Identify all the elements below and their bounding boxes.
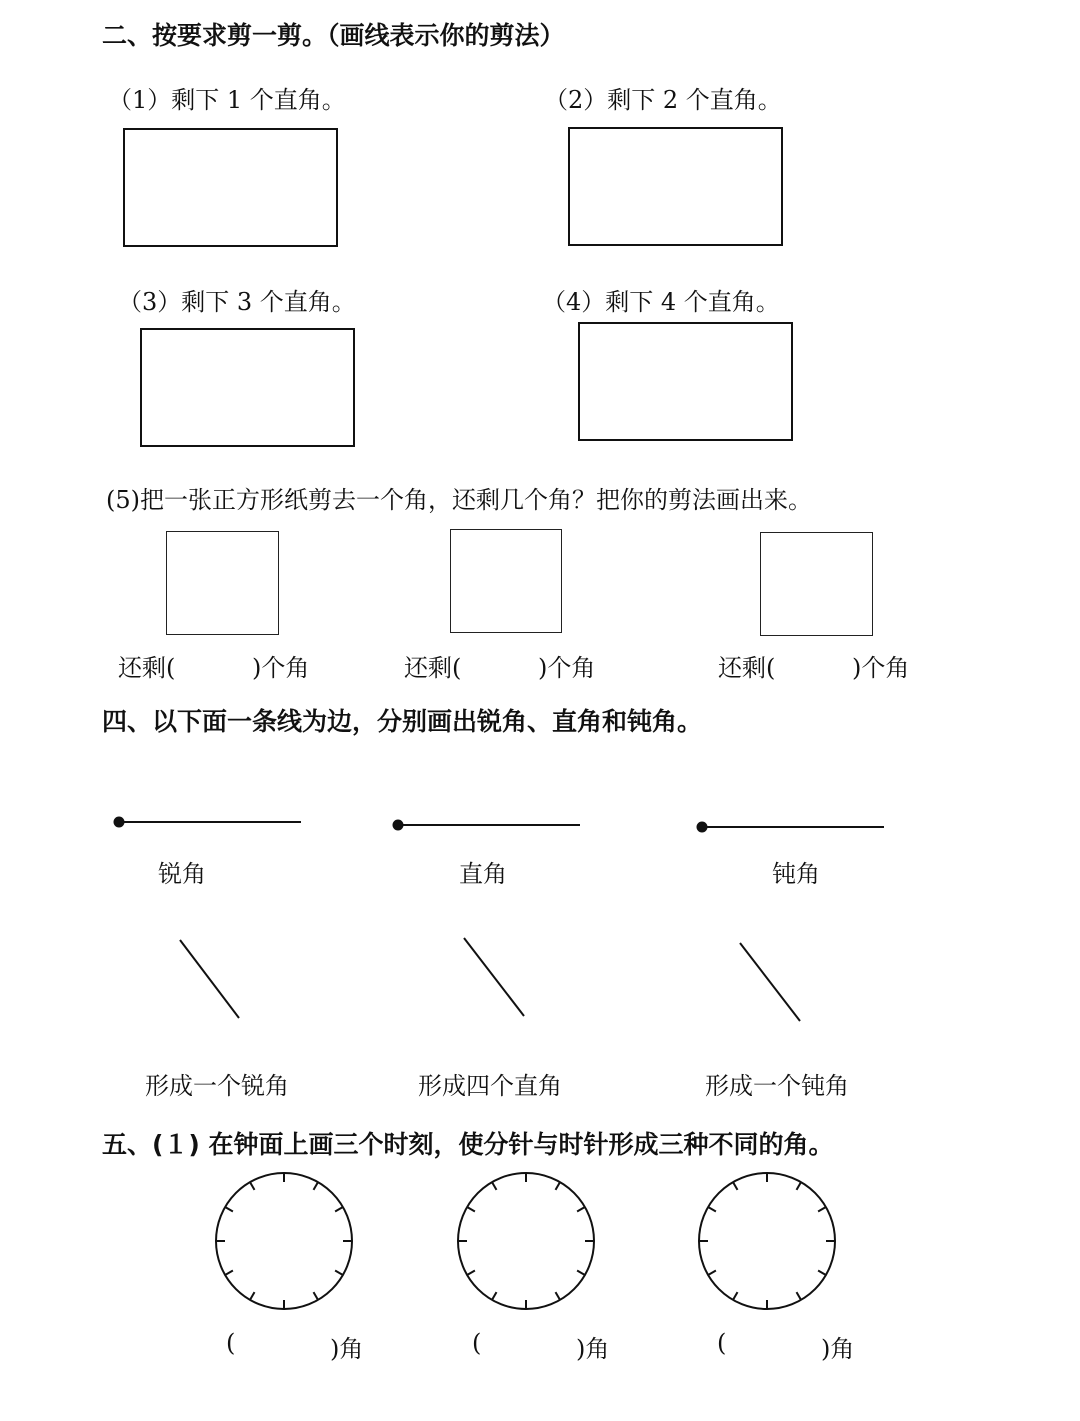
clock-circle bbox=[216, 1173, 352, 1309]
clock-hour-tick bbox=[492, 1292, 497, 1300]
answer-remaining-3-prefix: 还剩( bbox=[718, 654, 776, 682]
question-5-label: (5)把一张正方形纸剪去一个角，还剩几个角？把你的剪法画出来。 bbox=[106, 486, 812, 514]
clock-answer-3-open: ( bbox=[717, 1329, 727, 1357]
clock-hour-tick bbox=[733, 1292, 738, 1300]
item-label-1: （1）剩下 1 个直角。 bbox=[108, 86, 346, 114]
clock-hour-tick bbox=[733, 1182, 738, 1190]
clock-hour-tick bbox=[556, 1182, 561, 1190]
slanted-line-3 bbox=[740, 943, 800, 1021]
clock-hour-tick bbox=[818, 1207, 826, 1212]
clock-answer-3-close: )角 bbox=[821, 1335, 855, 1363]
line-label-acute: 形成一个锐角 bbox=[145, 1072, 289, 1100]
clock-hour-tick bbox=[250, 1182, 255, 1190]
clock-hour-tick bbox=[708, 1271, 716, 1276]
clock-face-2 bbox=[458, 1173, 594, 1309]
line-label-right: 形成四个直角 bbox=[418, 1072, 562, 1100]
clock-answer-1-open: ( bbox=[226, 1329, 236, 1357]
answer-remaining-2-prefix: 还剩( bbox=[404, 654, 462, 682]
clock-hour-tick bbox=[467, 1271, 475, 1276]
clock-answer-2-open: ( bbox=[472, 1329, 482, 1357]
ray-label-acute: 锐角 bbox=[158, 860, 206, 888]
clock-hour-tick bbox=[556, 1292, 561, 1300]
section-title-clocks: 五、(１) 在钟面上画三个时刻，使分针与时针形成三种不同的角。 bbox=[102, 1130, 834, 1159]
clock-hour-tick bbox=[577, 1271, 585, 1276]
clock-hour-tick bbox=[797, 1292, 802, 1300]
clock-hour-tick bbox=[577, 1207, 585, 1212]
clock-hour-tick bbox=[250, 1292, 255, 1300]
clock-face-3 bbox=[699, 1173, 835, 1309]
item-label-3: （3）剩下 3 个直角。 bbox=[118, 288, 356, 316]
clock-hour-tick bbox=[467, 1207, 475, 1212]
clock-hour-tick bbox=[708, 1207, 716, 1212]
clock-hour-tick bbox=[492, 1182, 497, 1190]
clock-hour-tick bbox=[335, 1207, 343, 1212]
slanted-line-2 bbox=[464, 938, 524, 1016]
answer-remaining-1-suffix: )个角 bbox=[252, 654, 310, 682]
ray-label-right: 直角 bbox=[459, 860, 507, 888]
section-title-cut: 二、按要求剪一剪。（画线表示你的剪法） bbox=[102, 21, 565, 50]
clock-circle bbox=[458, 1173, 594, 1309]
ray-label-obtuse: 钝角 bbox=[772, 860, 820, 888]
clock-hour-tick bbox=[314, 1182, 319, 1190]
line-label-obtuse: 形成一个钝角 bbox=[705, 1072, 849, 1100]
section-title-angles: 四、以下面一条线为边，分别画出锐角、直角和钝角。 bbox=[102, 707, 703, 736]
slanted-line-1 bbox=[180, 940, 239, 1018]
answer-remaining-3-suffix: )个角 bbox=[852, 654, 910, 682]
clock-answer-2-close: )角 bbox=[576, 1335, 610, 1363]
clock-hour-tick bbox=[335, 1271, 343, 1276]
answer-remaining-2-suffix: )个角 bbox=[538, 654, 596, 682]
item-label-4: （4）剩下 4 个直角。 bbox=[542, 288, 780, 316]
clock-face-1 bbox=[216, 1173, 352, 1309]
clock-hour-tick bbox=[225, 1271, 233, 1276]
clock-circle bbox=[699, 1173, 835, 1309]
clock-hour-tick bbox=[818, 1271, 826, 1276]
clock-hour-tick bbox=[314, 1292, 319, 1300]
answer-remaining-1-prefix: 还剩( bbox=[118, 654, 176, 682]
clock-answer-1-close: )角 bbox=[330, 1335, 364, 1363]
clock-hour-tick bbox=[225, 1207, 233, 1212]
item-label-2: （2）剩下 2 个直角。 bbox=[544, 86, 782, 114]
clock-hour-tick bbox=[797, 1182, 802, 1190]
